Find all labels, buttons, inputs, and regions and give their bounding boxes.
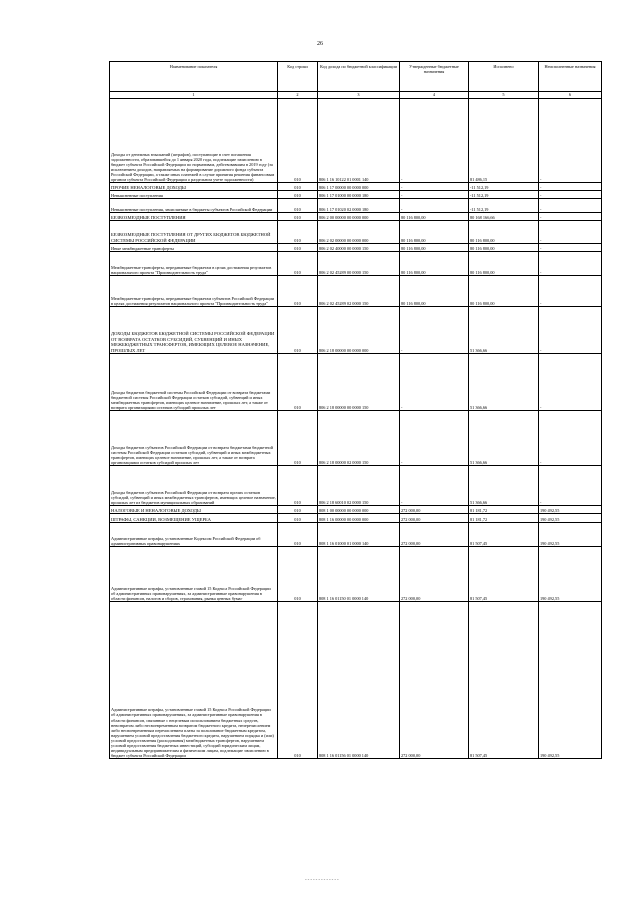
row-unexecuted: - xyxy=(539,307,602,354)
row-name: Административные штрафы, установленные Кодексом Российской Федерации об административных правонарушениях xyxy=(110,523,278,547)
table-row xyxy=(110,466,602,506)
row-unexecuted: - xyxy=(539,191,602,199)
row-executed: 51 366,66 xyxy=(469,354,539,411)
header-name: Наименование показателя xyxy=(110,62,278,92)
row-executed: 80 116 800,00 xyxy=(469,244,539,252)
row-budget-code: 806 1 16 10122 01 0001 140 xyxy=(318,99,400,183)
row-executed: 80 168 166,66 xyxy=(469,213,539,221)
row-name: ШТРАФЫ, САНКЦИИ, ВОЗМЕЩЕНИЕ УЩЕРБА xyxy=(110,514,278,523)
row-unexecuted: - xyxy=(539,244,602,252)
column-number: 5 xyxy=(469,92,539,99)
row-name: Невыясненные поступления xyxy=(110,191,278,199)
row-budget-code: 808 1 16 01156 01 0000 140 xyxy=(318,602,400,759)
header-budget-code: Код дохода по бюджетной классификации xyxy=(318,62,400,92)
row-budget-code: 806 1 17 00000 00 0000 000 xyxy=(318,183,400,191)
row-budget-code: 806 2 02 40000 00 0000 150 xyxy=(318,244,400,252)
column-number: 6 xyxy=(539,92,602,99)
column-number-row xyxy=(110,92,602,99)
row-line-code: 010 xyxy=(278,213,318,221)
row-executed: 80 116 800,00 xyxy=(469,221,539,244)
row-unexecuted: - xyxy=(539,466,602,506)
row-line-code: 010 xyxy=(278,411,318,466)
row-executed: 81 486,15 xyxy=(469,99,539,183)
row-name: Доходы от денежных взысканий (штрафов), поступающие в счет погашения задолженности, образовавшейся до 1 января 2020 года, подлежащие зачислению в бюджет субъекта Российской Федерации по нормативам, действовавшим в 2019 году (за исключением доходов, направляемых на формирование дорожного фонда субъекта Российской Федерации, а также иных платежей в случае принятия решения финансовым органом субъекта Российской Федерации о раздельном учете задолженности) xyxy=(110,99,278,183)
table-row xyxy=(110,183,602,191)
page-number: 26 xyxy=(317,41,323,47)
row-budget-code: 806 2 02 45289 02 0000 150 xyxy=(318,276,400,307)
row-unexecuted: - xyxy=(539,99,602,183)
row-name: БЕЗВОЗМЕЗДНЫЕ ПОСТУПЛЕНИЯ ОТ ДРУГИХ БЮДЖЕТОВ БЮДЖЕТНОЙ СИСТЕМЫ РОССИЙСКОЙ ФЕДЕРАЦИИ xyxy=(110,221,278,244)
row-unexecuted: 190 492,55 xyxy=(539,602,602,759)
row-budget-code: 808 1 16 01150 01 0000 140 xyxy=(318,547,400,602)
table-row xyxy=(110,191,602,199)
row-name: Доходы бюджетов субъектов Российской Федерации от возврата прочих остатков субсидий, субвенций и иных межбюджетных трансфертов, имеющих целевое назначение, прошлых лет из бюджетов муниципальных образований xyxy=(110,466,278,506)
row-line-code: 010 xyxy=(278,183,318,191)
row-executed: 81 181,72 xyxy=(469,506,539,514)
row-budget-code: 806 2 02 45289 00 0000 150 xyxy=(318,252,400,276)
column-number: 3 xyxy=(318,92,400,99)
row-unexecuted: - xyxy=(539,221,602,244)
row-line-code: 010 xyxy=(278,466,318,506)
table-row xyxy=(110,276,602,307)
table-row xyxy=(110,354,602,411)
row-approved: - xyxy=(400,199,469,213)
header-unexecuted: Неисполненные назначения xyxy=(539,62,602,92)
row-budget-code: 806 2 18 00000 02 0000 150 xyxy=(318,411,400,466)
row-unexecuted: - xyxy=(539,183,602,191)
column-number: 1 xyxy=(110,92,278,99)
row-executed: 51 366,66 xyxy=(469,307,539,354)
row-unexecuted: 190 492,55 xyxy=(539,547,602,602)
row-unexecuted: - xyxy=(539,276,602,307)
row-executed: -11 512,19 xyxy=(469,183,539,191)
footer-separator: ------------- xyxy=(305,878,340,883)
header-line-code: Код строки xyxy=(278,62,318,92)
row-line-code: 010 xyxy=(278,354,318,411)
row-budget-code: 806 2 18 00000 00 0000 000 xyxy=(318,307,400,354)
table-row xyxy=(110,307,602,354)
row-executed: -11 512,19 xyxy=(469,191,539,199)
row-executed: 51 366,66 xyxy=(469,411,539,466)
table-row xyxy=(110,252,602,276)
row-name: БЕЗВОЗМЕЗДНЫЕ ПОСТУПЛЕНИЯ xyxy=(110,213,278,221)
row-executed: -11 512,19 xyxy=(469,199,539,213)
row-approved: - xyxy=(400,466,469,506)
row-executed: 81 507,45 xyxy=(469,602,539,759)
table-body xyxy=(110,99,602,759)
row-unexecuted: 190 492,55 xyxy=(539,506,602,514)
row-approved: 272 000,00 xyxy=(400,602,469,759)
row-budget-code: 806 2 18 00000 00 0000 150 xyxy=(318,354,400,411)
header-row xyxy=(110,62,602,92)
row-line-code: 010 xyxy=(278,547,318,602)
header-approved: Утвержденные бюджетные назначения xyxy=(400,62,469,92)
row-unexecuted: - xyxy=(539,411,602,466)
row-approved: - xyxy=(400,183,469,191)
row-budget-code: 806 2 00 00000 00 0000 000 xyxy=(318,213,400,221)
column-number: 2 xyxy=(278,92,318,99)
row-budget-code: 808 1 16 00000 00 0000 000 xyxy=(318,514,400,523)
row-executed: 81 181,72 xyxy=(469,514,539,523)
row-approved: 272 000,00 xyxy=(400,547,469,602)
row-unexecuted: 190 492,55 xyxy=(539,514,602,523)
row-approved: 272 000,00 xyxy=(400,506,469,514)
row-name: Невыясненные поступления, зачисляемые в бюджеты субъектов Российской Федерации xyxy=(110,199,278,213)
row-approved: 80 116 800,00 xyxy=(400,221,469,244)
row-line-code: 010 xyxy=(278,99,318,183)
table-row xyxy=(110,199,602,213)
row-approved: 272 000,00 xyxy=(400,523,469,547)
table-row xyxy=(110,213,602,221)
table-row xyxy=(110,506,602,514)
row-executed: 80 116 800,00 xyxy=(469,276,539,307)
row-executed: 81 507,45 xyxy=(469,547,539,602)
row-name: НАЛОГОВЫЕ И НЕНАЛОГОВЫЕ ДОХОДЫ xyxy=(110,506,278,514)
row-budget-code: 806 1 17 01000 00 0000 180 xyxy=(318,191,400,199)
row-line-code: 010 xyxy=(278,199,318,213)
row-name: Межбюджетные трансферты, передаваемые бюджетам в целях достижения результатов национального проекта "Производительность труда" xyxy=(110,252,278,276)
row-approved: 272 000,00 xyxy=(400,514,469,523)
row-line-code: 010 xyxy=(278,307,318,354)
table-row xyxy=(110,99,602,183)
row-approved: - xyxy=(400,354,469,411)
row-approved: - xyxy=(400,307,469,354)
row-unexecuted: - xyxy=(539,252,602,276)
row-line-code: 010 xyxy=(278,514,318,523)
row-executed: 51 366,66 xyxy=(469,466,539,506)
row-approved: 80 116 800,00 xyxy=(400,276,469,307)
income-report-table xyxy=(109,61,602,759)
table-row xyxy=(110,221,602,244)
row-name: Иные межбюджетные трансферты xyxy=(110,244,278,252)
row-name: Административные штрафы, установленные главой 15 Кодекса Российской Федерации об административных правонарушениях, за административные правонарушения в области финансов, связанные с нецелевым использованием бюджетных средств, невозвратом либо несвоевременным возвратом бюджетного кредита, неперечислением либо несвоевременным перечислением платы за пользование бюджетным кредитом, нарушением условий предоставления бюджетного кредита, нарушением порядка и (или) условий предоставления (расходования) межбюджетных трансфертов, нарушением условий предоставления бюджетных инвестиций, субсидий юридическим лицам, индивидуальным предпринимателям и физическим лицам, подлежащие зачислению в бюджет субъекта Российской Федерации xyxy=(110,602,278,759)
row-line-code: 010 xyxy=(278,221,318,244)
row-line-code: 010 xyxy=(278,506,318,514)
row-budget-code: 808 1 16 01000 01 0000 140 xyxy=(318,523,400,547)
row-line-code: 010 xyxy=(278,602,318,759)
column-number: 4 xyxy=(400,92,469,99)
row-name: Межбюджетные трансферты, передаваемые бюджетам субъектов Российской Федерации в целях достижения результатов национального проекта "Производительность труда" xyxy=(110,276,278,307)
row-approved: 80 116 800,00 xyxy=(400,244,469,252)
table-row xyxy=(110,244,602,252)
row-line-code: 010 xyxy=(278,244,318,252)
row-name: Административные штрафы, установленные главой 15 Кодекса Российской Федерации об административных правонарушениях, за административные правонарушения в области финансов, налогов и сборов, страхования, рынка ценных бумаг xyxy=(110,547,278,602)
row-name: ДОХОДЫ БЮДЖЕТОВ БЮДЖЕТНОЙ СИСТЕМЫ РОССИЙСКОЙ ФЕДЕРАЦИИ ОТ ВОЗВРАТА ОСТАТКОВ СУБСИДИЙ, СУБВЕНЦИЙ И ИНЫХ МЕЖБЮДЖЕТНЫХ ТРАНСФЕРТОВ, ИМЕЮЩИХ ЦЕЛЕВОЕ НАЗНАЧЕНИЕ, ПРОШЛЫХ ЛЕТ xyxy=(110,307,278,354)
row-line-code: 010 xyxy=(278,191,318,199)
row-approved: 80 116 800,00 xyxy=(400,213,469,221)
row-budget-code: 806 2 18 60010 02 0000 150 xyxy=(318,466,400,506)
row-executed: 81 507,45 xyxy=(469,523,539,547)
header-executed: Исполнено xyxy=(469,62,539,92)
row-unexecuted: - xyxy=(539,213,602,221)
table-row xyxy=(110,411,602,466)
row-approved: - xyxy=(400,411,469,466)
row-line-code: 010 xyxy=(278,276,318,307)
row-approved: 80 116 800,00 xyxy=(400,252,469,276)
row-budget-code: 808 1 00 00000 00 0000 000 xyxy=(318,506,400,514)
row-unexecuted: - xyxy=(539,199,602,213)
row-line-code: 010 xyxy=(278,523,318,547)
row-budget-code: 806 2 02 00000 00 0000 000 xyxy=(318,221,400,244)
row-unexecuted: - xyxy=(539,354,602,411)
row-unexecuted: 190 492,55 xyxy=(539,523,602,547)
row-executed: 80 116 800,00 xyxy=(469,252,539,276)
table-row xyxy=(110,514,602,523)
row-budget-code: 806 1 17 01020 02 0000 180 xyxy=(318,199,400,213)
table-row xyxy=(110,547,602,602)
row-name: ПРОЧИЕ НЕНАЛОГОВЫЕ ДОХОДЫ xyxy=(110,183,278,191)
table-row xyxy=(110,602,602,759)
table-row xyxy=(110,523,602,547)
row-name: Доходы бюджетов субъектов Российской Федерации от возврата бюджетами бюджетной системы Российской Федерации остатков субсидий, субвенций и иных межбюджетных трансфертов, имеющих целевое назначение, прошлых лет, а также от возврата организациями остатков субсидий прошлых лет xyxy=(110,411,278,466)
row-line-code: 010 xyxy=(278,252,318,276)
row-approved: - xyxy=(400,191,469,199)
row-approved: - xyxy=(400,99,469,183)
row-name: Доходы бюджетов бюджетной системы Российской Федерации от возврата бюджетами бюджетной системы Российской Федерации остатков субсидий, субвенций и иных межбюджетных трансфертов, имеющих целевое назначение, прошлых лет, а также от возврата организациями остатков субсидий прошлых лет xyxy=(110,354,278,411)
